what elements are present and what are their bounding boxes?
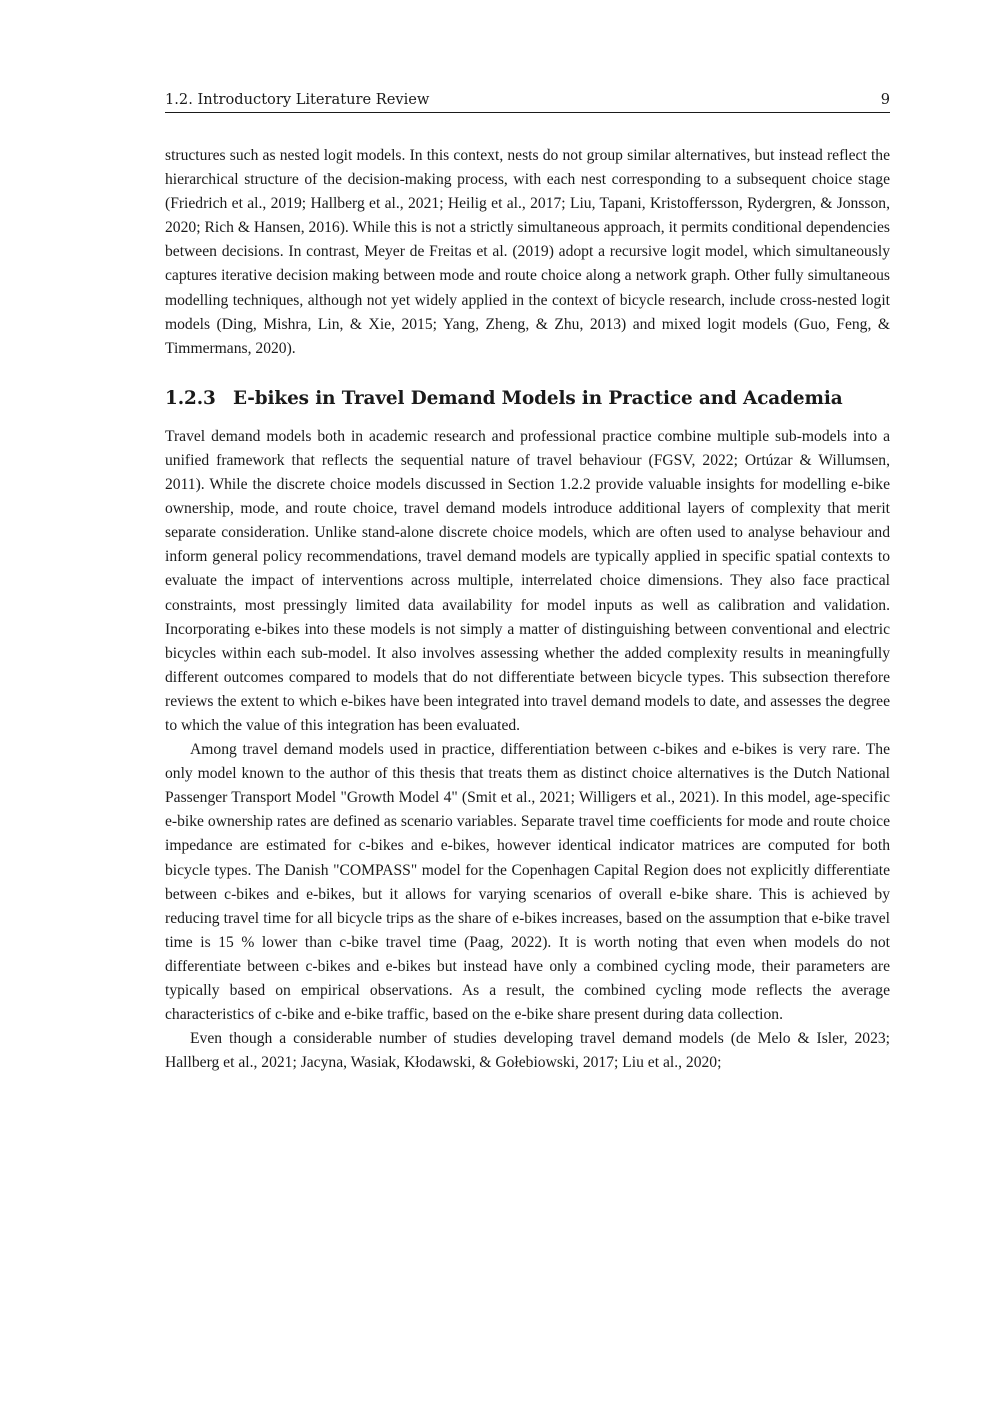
section-number: 1.2.3 [165,387,216,409]
paragraph-academia: Even though a considerable number of studies developing travel demand models (de Melo & Isler, 2023; Hallberg et al., 2021; Jacyna, Wasiak, Kłodawski, & Gołebiowski, 2017; Liu et al., 2020; [165,1030,890,1072]
page-number: 9 [880,91,890,108]
running-title: 1.2. Introductory Literature Review [165,91,430,108]
page-header [165,90,890,113]
section-heading [165,387,890,411]
paragraph-continued: structures such as nested logit models. In this context, nests do not group similar alternatives, but instead reflect the hierarchical structure of the decision-making process, with each nest corresponding to a subsequent choice stage (Friedrich et al., 2019; Hallberg et al., 2021; Heilig et al., 2017; Liu, Tapani, Kristoffersson, Rydergren, & Jonsson, 2020; Rich & Hansen, 2016). While this is not a strictly simultaneous approach, it permits conditional dependencies between decisions. In contrast, Meyer de Freitas et al. (2019) adopt a recursive logit model, which simultaneously captures iterative decision making between mode and route choice along a network graph. Other fully simultaneous modelling techniques, although not yet widely applied in the context of bicycle research, include cross-nested logit models (Ding, Mishra, Lin, & Xie, 2015; Yang, Zheng, & Zhu, 2013) and mixed logit models (Guo, Feng, & Timmermans, 2020). [165,147,890,357]
paragraph-practice: Among travel demand models used in practice, differentiation between c-bikes and e-bikes is very rare. The only model known to the author of this thesis that treats them as distinct choice alternatives is the Dutch National Passenger Transport Model "Growth Model 4" (Smit et al., 2021; Willigers et al., 2021). In this model, age-specific e-bike ownership rates are defined as scenario variables. Separate travel time coefficients for mode and route choice impedance are estimated for c-bikes and e-bikes, however identical indicator matrices are computed for both bicycle types. The Danish "COMPASS" model for the Copenhagen Capital Region does not explicitly differentiate between c-bikes and e-bikes, but it allows for varying scenarios of overall e-bike share. This is achieved by reducing travel time for all bicycle trips as the share of e-bikes increases, based on the assumption that e-bike travel time is 15 % lower than c-bike travel time (Paag, 2022). It is worth noting that even when models do not differentiate between c-bikes and e-bikes but instead have only a combined cycling mode, their parameters are typically based on empirical observations. As a result, the combined cycling mode reflects the average characteristics of c-bike and e-bike traffic, based on the e-bike share present during data collection. [165,741,890,1024]
section-title: E-bikes in Travel Demand Models in Practice and Academia [233,387,843,409]
body-text [165,144,890,1075]
paragraph-intro: Travel demand models both in academic research and professional practice combine multiple sub-models into a unified framework that reflects the sequential nature of travel behaviour (FGSV, 2022; Ortúzar & Willumsen, 2011). While the discrete choice models discussed in Section 1.2.2 provide valuable insights for modelling e-bike ownership, mode, and route choice, travel demand models introduce additional layers of complexity that merit separate consideration. Unlike stand-alone discrete choice models, which are often used to analyse behaviour and inform general policy recommendations, travel demand models are typically applied in specific spatial contexts to evaluate the impact of interventions across multiple, interrelated choice dimensions. They also face practical constraints, most pressingly limited data availability for model inputs as well as calibration and validation. Incorporating e-bikes into these models is not simply a matter of distinguishing between conventional and electric bicycles within each sub-model. It also involves assessing whether the added complexity results in meaningfully different outcomes compared to models that do not differentiate between bicycle types. This subsection therefore reviews the extent to which e-bikes have been integrated into travel demand models to date, and assesses the degree to which the value of this integration has been evaluated. [165,427,890,734]
